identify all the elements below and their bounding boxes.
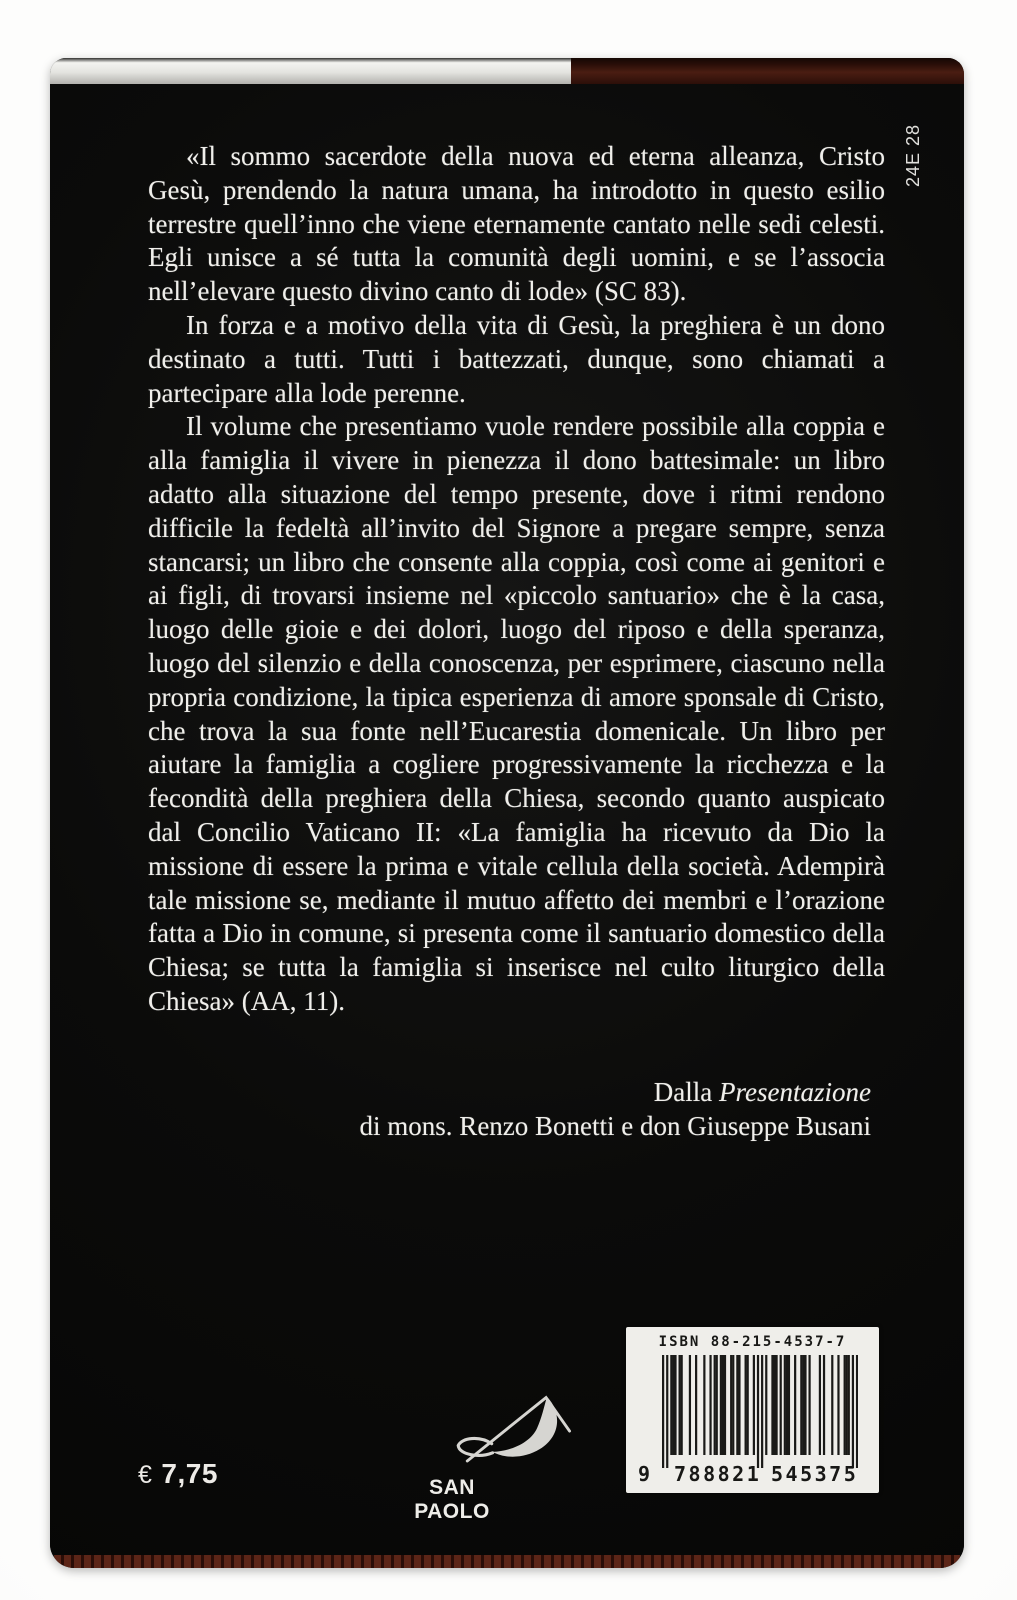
ean-digit-first: 9	[638, 1462, 653, 1486]
price-amount: 7,75	[161, 1458, 218, 1489]
ean-digits	[626, 1462, 879, 1490]
blurb-paragraph-2: In forza e a motivo della vita di Gesù, la preghiera è un dono destinato a tutti. Tutti i battezzati, dunque, sono chiamati a partecipare alla lode perenne.	[148, 309, 885, 408]
ean-digits-left: 788821	[674, 1462, 762, 1486]
publisher-name: SAN PAOLO	[414, 1476, 490, 1523]
price-label	[138, 1458, 218, 1490]
blurb-paragraph-1: «Il sommo sacerdote della nuova ed eterna alleanza, Cristo Gesù, prendendo la natura umana, ha introdotto in questo esilio terrestre quell’inno che viene eternamente cantato nelle sedi celesti. Egli unisce a sé tutta la comunità degli uomini, e se l’associa nell’elevare questo divino canto di lode» (SC 83).	[148, 141, 885, 307]
blurb-paragraph-3: Il volume che presentiamo vuole rendere possibile alla coppia e alla famiglia il vivere in pienezza il dono battesimale: un libro adatto alla situazione del tempo presente, dove i ritmi rendono difficile la fedeltà all’invito del Signore a pregare sempre, senza stancarsi; un libro che consente alla coppia, così come ai genitori e ai figli, di trovarsi insieme nel «piccolo santuario» che è la casa, luogo delle gioie e dei dolori, luogo del riposo e della speranza, luogo del silenzio e della conoscenza, per esprimere, ciascuno nella propria condizione, la tipica esperienza di amore sponsale di Cristo, che trova la sua fonte nell’Eucarestia domenicale. Un libro per aiutare la famiglia a cogliere progressivamente la ricchezza e la fecondità della preghiera della Chiesa, secondo quanto auspicato dal Concilio Vaticano II: «La famiglia ha ricevuto da Dio la missione di essere la prima e vitale cellula della società. Adempirà tale missione se, mediante il mutuo affetto dei membri e l’orazione fatta a Dio in comune, si presenta come il santuario domestico della Chiesa; se tutta la famiglia si inserisce nel culto liturgico della Chiesa» (AA, 11).	[148, 411, 885, 1016]
ean-digits-right: 545375	[771, 1462, 859, 1486]
attribution-line-2: di mons. Renzo Bonetti e don Giuseppe Busani	[359, 1110, 871, 1141]
barcode-label	[626, 1327, 879, 1493]
attribution-prefix: Dalla	[653, 1076, 720, 1107]
book-top-edge-board	[571, 58, 964, 84]
euro-symbol: €	[138, 1461, 153, 1489]
book-top-edge-pages	[50, 58, 571, 84]
book-bottom-edge	[54, 1555, 960, 1568]
back-cover-blurb	[148, 140, 885, 1143]
san-paolo-logo-icon	[440, 1384, 576, 1470]
publisher-block	[390, 1384, 610, 1524]
cover-surface: 24E 28 «Il sommo sacerdote della nuova ed eterna alleanza, Cristo Gesù, prendendo la natura umana, ha introdotto in questo esilio terrestre quell’inno che viene eternamente cantato nelle sedi celesti. Egli unisce a sé tutta la comunità degli uomini, e se l’associa nell’elevare questo divino canto di lode» (SC 83). In forza e a motivo della vita di Gesù, la preghiera è un dono destinato a tutti. Tutti i battezzati, dunque, sono chiamati a partecipare alla lode perenne. Il volume che presentiamo vuole rendere possibile alla coppia e alla famiglia il vivere in pienezza il dono battesimale: un libro adatto alla situazione del tempo presente, dove i ritmi rendono difficile la fedeltà all’invito del Signore a pregare sempre, senza stancarsi; un libro che consente alla coppia, così come ai genitori e ai figli, di trovarsi insieme nel «piccolo santuario» che è la casa, luogo delle gioie e dei dolori, luogo del riposo e della speranza, luogo del silenzio e della conoscenza, per esprimere, ciascuno nella propria condizione, la tipica esperienza di amore sponsale di Cristo, che trova la sua fonte nell’Eucarestia domenicale. Un libro per aiutare la famiglia a cogliere progressivamente la ricchezza e la fecondità della preghiera della Chiesa, secondo quanto auspicato dal Concilio Vaticano II: «La famiglia ha ricevuto da Dio la missione di essere la prima e vitale cellula della società. Adempirà tale missione se, mediante il mutuo affetto dei membri e l’orazione fatta a Dio in comune, si presenta come il santuario domestico della Chiesa; se tutta la famiglia si inserisce nel culto liturgico della Chiesa» (AA, 11). Dalla Presentazione di mons. Renzo Bonetti e don Giuseppe Busani € 7,75 SAN PAOLO ISBN 88-215-4537-7 9 788821 545375	[50, 84, 964, 1555]
book-top-edge	[50, 58, 964, 84]
attribution-title: Presentazione	[719, 1076, 871, 1107]
ean-barcode	[662, 1355, 858, 1468]
book-back-cover	[50, 58, 964, 1568]
attribution-block	[148, 1075, 885, 1143]
attribution-line-1	[148, 1075, 871, 1109]
isbn-text: ISBN 88-215-4537-7	[658, 1334, 847, 1350]
